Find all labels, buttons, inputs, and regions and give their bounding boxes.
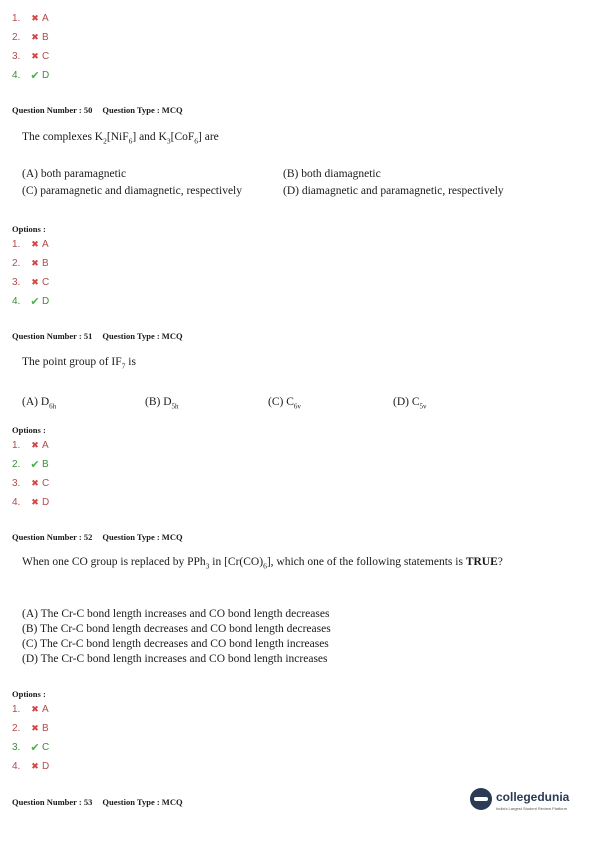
option-row[interactable]: 4. ✖ D: [12, 761, 50, 772]
choice-d: (D) The Cr-C bond length increases and CO bond length increases: [22, 653, 328, 665]
check-icon: ✔: [30, 459, 40, 471]
check-icon: ✔: [30, 70, 40, 82]
option-row[interactable]: 1. ✖ A: [12, 239, 49, 250]
cross-icon: ✖: [31, 277, 39, 287]
question-header: Question Number : 53 Question Type : MCQ: [12, 797, 183, 807]
choice-b: (B) $D_{5h}$: [145, 396, 179, 411]
cross-icon: ✖: [31, 13, 39, 23]
check-icon: ✔: [30, 742, 40, 754]
cross-icon: ✖: [31, 239, 39, 249]
choice-d: (D) $C_{5v}$: [393, 396, 427, 411]
question-text: The complexes $K_2[NiF_6]$ and $K_3[CoF_6]$ are: [22, 131, 219, 146]
q50-options: [12, 235, 49, 311]
question-header: Question Number : 50 Question Type : MCQ: [12, 105, 183, 115]
option-row[interactable]: 4. ✖ D: [12, 497, 50, 508]
cross-icon: ✖: [31, 258, 39, 268]
options-label: Options :: [12, 689, 46, 699]
option-row[interactable]: 4. ✔ D: [12, 70, 50, 82]
option-row[interactable]: 2. ✖ B: [12, 723, 49, 734]
q51-options: [12, 436, 49, 512]
cross-icon: ✖: [31, 723, 39, 733]
option-row[interactable]: 4. ✔ D: [12, 296, 50, 308]
choice-a: (A) $D_{6h}$: [22, 396, 57, 411]
choice-a: (A) The Cr-C bond length increases and CO bond length decreases: [22, 608, 330, 620]
check-icon: ✔: [30, 296, 40, 308]
choice-b: (B) both diamagnetic: [283, 168, 381, 180]
cross-icon: ✖: [31, 761, 39, 771]
prev-options: [12, 9, 49, 85]
choice-d: (D) diamagnetic and paramagnetic, respectively: [283, 185, 504, 197]
choice-c: (C) $C_{6v}$: [268, 396, 301, 411]
option-row[interactable]: 3. ✔ C: [12, 742, 50, 754]
options-label: Options :: [12, 425, 46, 435]
option-row[interactable]: 2. ✖ B: [12, 258, 49, 269]
option-row[interactable]: 3. ✖ C: [12, 51, 50, 62]
option-row[interactable]: 1. ✖ A: [12, 704, 49, 715]
cross-icon: ✖: [31, 51, 39, 61]
option-row[interactable]: 1. ✖ A: [12, 13, 49, 24]
cross-icon: ✖: [31, 497, 39, 507]
option-row[interactable]: 2. ✔ B: [12, 459, 49, 471]
choice-b: (B) The Cr-C bond length decreases and CO bond length decreases: [22, 623, 331, 635]
option-row[interactable]: 3. ✖ C: [12, 478, 50, 489]
question-text: The point group of $IF_7$ is: [22, 356, 136, 371]
question-text: When one CO group is replaced by PPh$_3$ in $[Cr(CO)_6]$, which one of the following statements is TRUE?: [22, 556, 503, 571]
options-label: Options :: [12, 224, 46, 234]
cross-icon: ✖: [31, 704, 39, 714]
cross-icon: ✖: [31, 440, 39, 450]
option-row[interactable]: 3. ✖ C: [12, 277, 50, 288]
option-row[interactable]: 1. ✖ A: [12, 440, 49, 451]
choice-c: (C) paramagnetic and diamagnetic, respectively: [22, 185, 242, 197]
graduate-cap-icon: [470, 788, 492, 810]
choice-a: (A) both paramagnetic: [22, 168, 127, 180]
option-row[interactable]: 2. ✖ B: [12, 32, 49, 43]
cross-icon: ✖: [31, 478, 39, 488]
collegedunia-logo: collegedunia India's Largest Student Review Platform: [470, 786, 588, 818]
choice-c: (C) The Cr-C bond length decreases and CO bond length increases: [22, 638, 329, 650]
question-header: Question Number : 51 Question Type : MCQ: [12, 331, 183, 341]
cross-icon: ✖: [31, 32, 39, 42]
question-header: Question Number : 52 Question Type : MCQ: [12, 532, 183, 542]
q52-options: [12, 700, 49, 776]
